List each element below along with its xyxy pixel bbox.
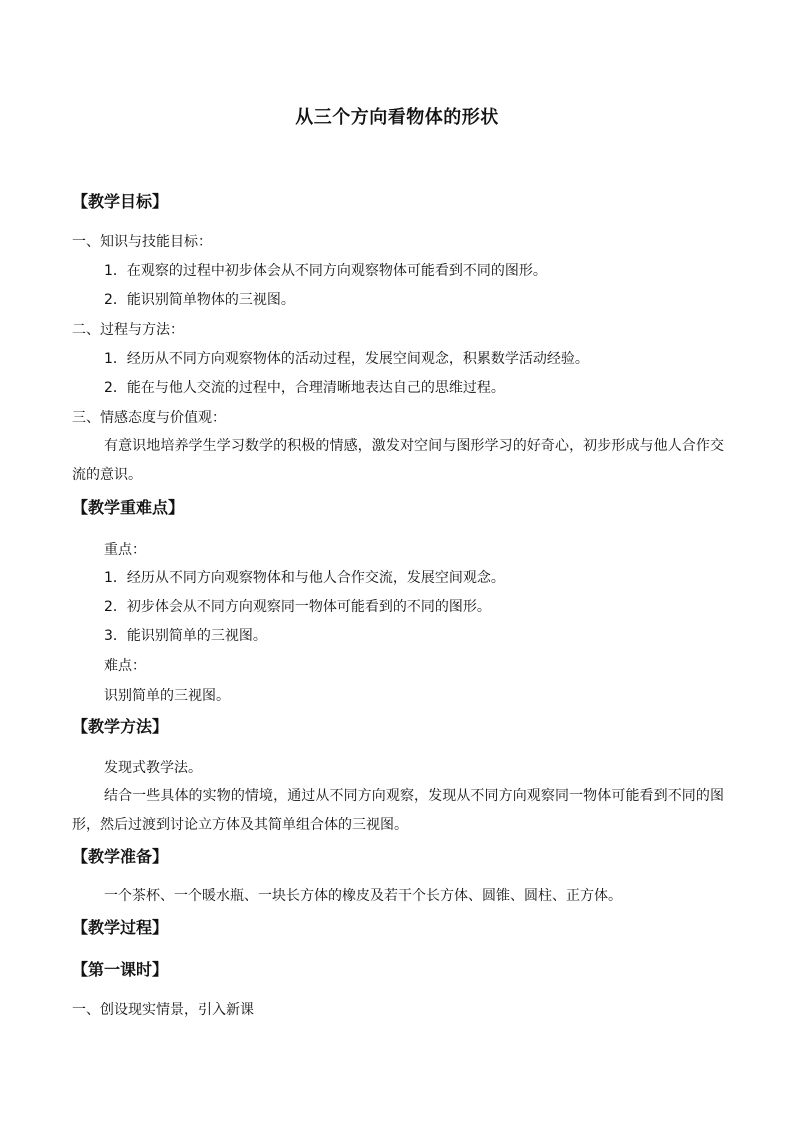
key-point-3: 3．能识别简单的三视图。 <box>104 628 267 644</box>
section-heading-key-points: 【教学重难点】 <box>72 498 185 517</box>
objective-item-attitude: 三、情感态度与价值观： <box>72 410 226 426</box>
first-lesson-item-1: 一、创设现实情景，引入新课 <box>72 1002 254 1018</box>
key-point-2: 2．初步体会从不同方向观察同一物体可能看到的不同的图形。 <box>104 599 491 615</box>
section-heading-method: 【教学方法】 <box>72 717 169 736</box>
difficult-point-1: 识别简单的三视图。 <box>104 688 230 704</box>
objective-item-process: 二、过程与方法： <box>72 322 184 338</box>
objective-process-1: 1．经历从不同方向观察物体的活动过程，发展空间观念，积累数学活动经验。 <box>104 351 589 367</box>
section-heading-first-lesson: 【第一课时】 <box>72 960 169 979</box>
objective-attitude-text: 有意识地培养学生学习数学的积极的情感，激发对空间与图形学习的好奇心，初步形成与他人合作交流的意识。 <box>72 438 724 483</box>
objective-knowledge-1: 1．在观察的过程中初步体会从不同方向观察物体可能看到不同的图形。 <box>104 263 547 279</box>
document-title: 从三个方向看物体的形状 <box>295 107 499 128</box>
key-points-label: 重点： <box>104 542 146 558</box>
section-heading-objectives: 【教学目标】 <box>72 192 169 211</box>
preparation-text: 一个茶杯、一个暖水瓶、一块长方体的橡皮及若干个长方体、圆锥、圆柱、正方体。 <box>104 888 622 904</box>
key-point-1: 1．经历从不同方向观察物体和与他人合作交流，发展空间观念。 <box>104 570 505 586</box>
method-text-2: 结合一些具体的实物的情境，通过从不同方向观察，发现从不同方向观察同一物体可能看到不同的图形，然后过渡到讨论立方体及其简单组合体的三视图。 <box>72 788 724 833</box>
objective-knowledge-2: 2．能识别简单物体的三视图。 <box>104 292 295 308</box>
method-text-1: 发现式教学法。 <box>104 760 202 776</box>
objective-item-knowledge: 一、知识与技能目标： <box>72 234 212 250</box>
section-heading-preparation: 【教学准备】 <box>72 847 169 866</box>
objective-process-2: 2．能在与他人交流的过程中，合理清晰地表达自己的思维过程。 <box>104 380 505 396</box>
section-heading-process: 【教学过程】 <box>72 918 169 937</box>
difficult-points-label: 难点： <box>104 658 146 674</box>
